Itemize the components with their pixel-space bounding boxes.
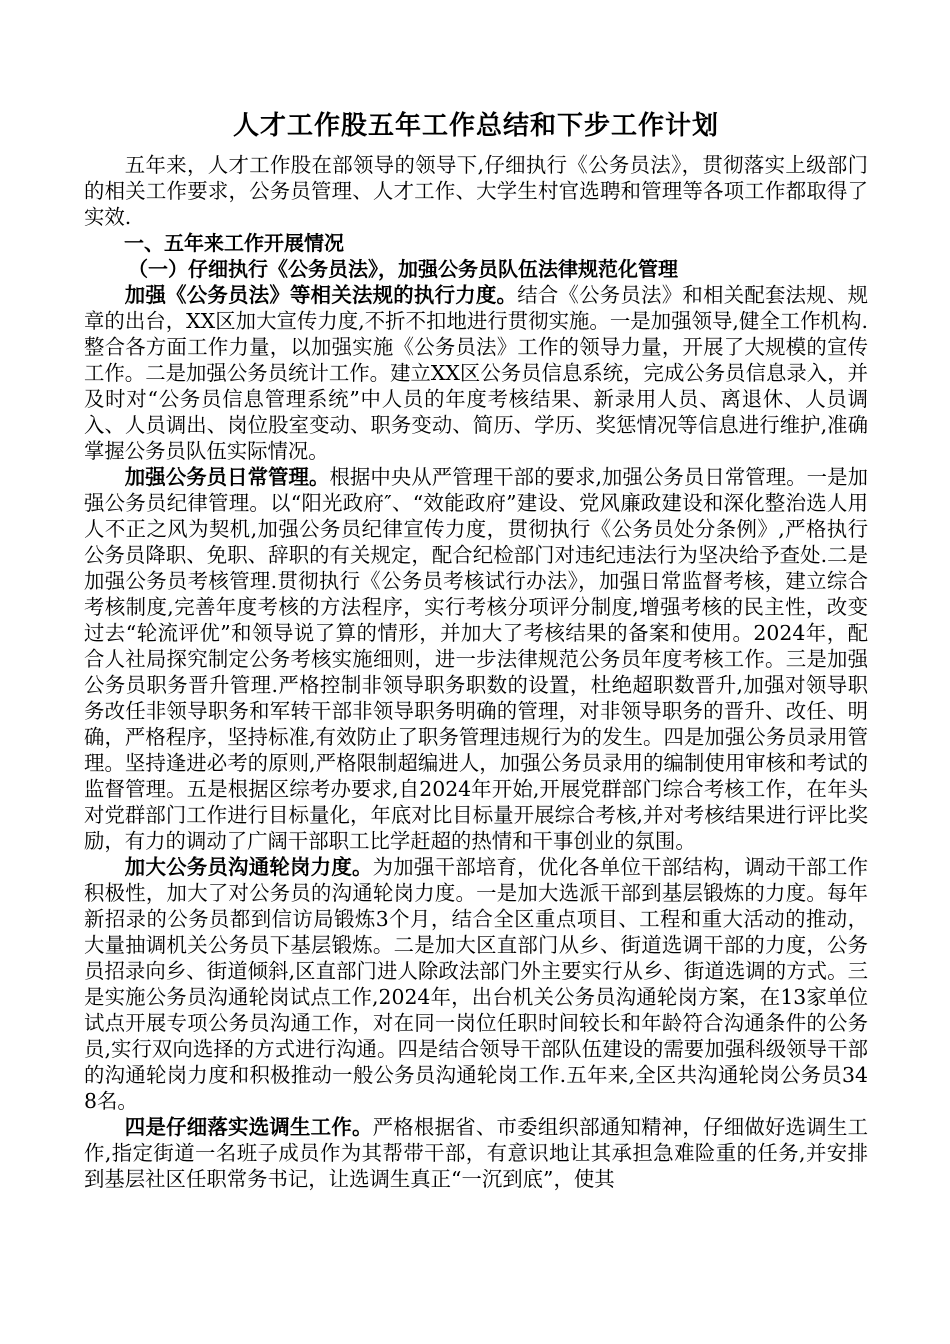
paragraph-body: 根据中央从严管理干部的要求,加强公务员日常管理。一是加强公务员纪律管理。以“阳光政府″、“效能政府”建设、党风廉政建设和深化整治选人用人不正之风为契机,加强公务员纪律宣传力度，贯彻执行《公务员处分条例》,严格执行公务员降职、免职、辞职的有关规定，配合纪检部门对违纪违法行为坚决给予查处.二是加强公务员考核管理.贯彻执行《公务员考核试行办法》，加强日常监督考核，建立综合考核制度,完善年度考核的方法程序，实行考核分项评分制度,增强考核的民主性，改变过去“轮流评优”和领导说了算的情形，并加大了考核结果的备案和使用。2024年，配合人社局探究制定公务考核实施细则，进一步法律规范公务员年度考核工作。三是加强公务员职务晋升管理.严格控制非领导职务职数的设置，杜绝超职数晋升,加强对领导职务改任非领导职务和军转干部非领导职务明确的管理，对非领导职务的晋升、改任、明确，严格程序，坚持标准,有效防止了职务管理违规行为的发生。四是加强公务员录用管理。坚持逢进必考的原则,严格限制超编进人，加强公务员录用的编制使用审核和考试的监督管理。五是根据区综考办要求,自2024年开始,开展党群部门综合考核工作，在年头对党群部门工作进行目标量化，年底对比目标量开展综合考核,并对考核结果进行评比奖励，有力的调动了广阔干部职工比学赶超的热情和干事创业的氛围。 (84, 465, 869, 853)
paragraph-lead: 加强公务员日常管理。 (124, 465, 330, 489)
paragraph-selected-graduates (84, 1114, 868, 1192)
paragraph-lead: 加大公务员沟通轮岗力度。 (124, 855, 373, 879)
paragraph-daily-management (84, 464, 868, 854)
document-title: 人才工作股五年工作总结和下步工作计划 (232, 111, 719, 141)
paragraph-rotation (84, 854, 868, 1114)
paragraph-lead: 加强《公务员法》等相关法规的执行力度。 (124, 283, 518, 307)
paragraph-body: 为加强干部培育，优化各单位干部结构，调动干部工作积极性，加大了对公务员的沟通轮岗力度。一是加大选派干部到基层锻炼的力度。每年新招录的公务员都到信访局锻炼3个月，结合全区重点项目、工程和重大活动的推动，大量抽调机关公务员下基层锻炼。二是加大区直部门从乡、街道选调干部的力度，公务员招录向乡、街道倾斜,区直部门进人除政法部门外主要实行从乡、街道选调的方式。三是实施公务员沟通轮岗试点工作,2024年，出台机关公务员沟通轮岗方案，在13家单位试点开展专项公务员沟通工作，对在同一岗位任职时间较长和年龄符合沟通条件的公务员,实行双向选择的方式进行沟通。四是结合领导干部队伍建设的需要加强科级领导干部的沟通轮岗力度和积极推动一般公务员沟通轮岗工作.五年来,全区共沟通轮岗公务员348名。 (84, 855, 869, 1113)
paragraph-lead: 四是仔细落实选调生工作。 (124, 1115, 373, 1139)
document-page (84, 104, 868, 1192)
paragraph-body: 严格根据省、市委组织部通知精神，仔细做好选调生工作,指定街道一名班子成员作为其帮带干部，有意识地让其承担急难险重的任务,并安排到基层社区任职常务书记，让选调生真正“一沉到底”，使其 (84, 1115, 869, 1191)
paragraph-body: 结合《公务员法》和相关配套法规、规章的出台，XX区加大宣传力度,不折不扣地进行贯彻实施。一是加强领导,健全工作机构.整合各方面工作力量，以加强实施《公务员法》工作的领导力量，开展了大规模的宣传工作。二是加强公务员统计工作。建立XX区公务员信息系统，完成公务员信息录入，并及时对“公务员信息管理系统”中人员的年度考核结果、新录用人员、离退休、人员调入、人员调出、岗位股室变动、职务变动、简历、学历、奖惩情况等信息进行维护,准确掌握公务员队伍实际情况。 (84, 283, 869, 463)
subsection-heading: （一）仔细执行《公务员法》，加强公务员队伍法律规范化管理 (128, 257, 678, 281)
intro-paragraph: 五年来，人才工作股在部领导的领导下,仔细执行《公务员法》，贯彻落实上级部门的相关工作要求，公务员管理、人才工作、大学生村官选聘和管理等各项工作都取得了实效. (84, 153, 868, 229)
section-heading: 一、五年来工作开展情况 (124, 231, 344, 255)
paragraph-law-enforcement (84, 282, 868, 464)
